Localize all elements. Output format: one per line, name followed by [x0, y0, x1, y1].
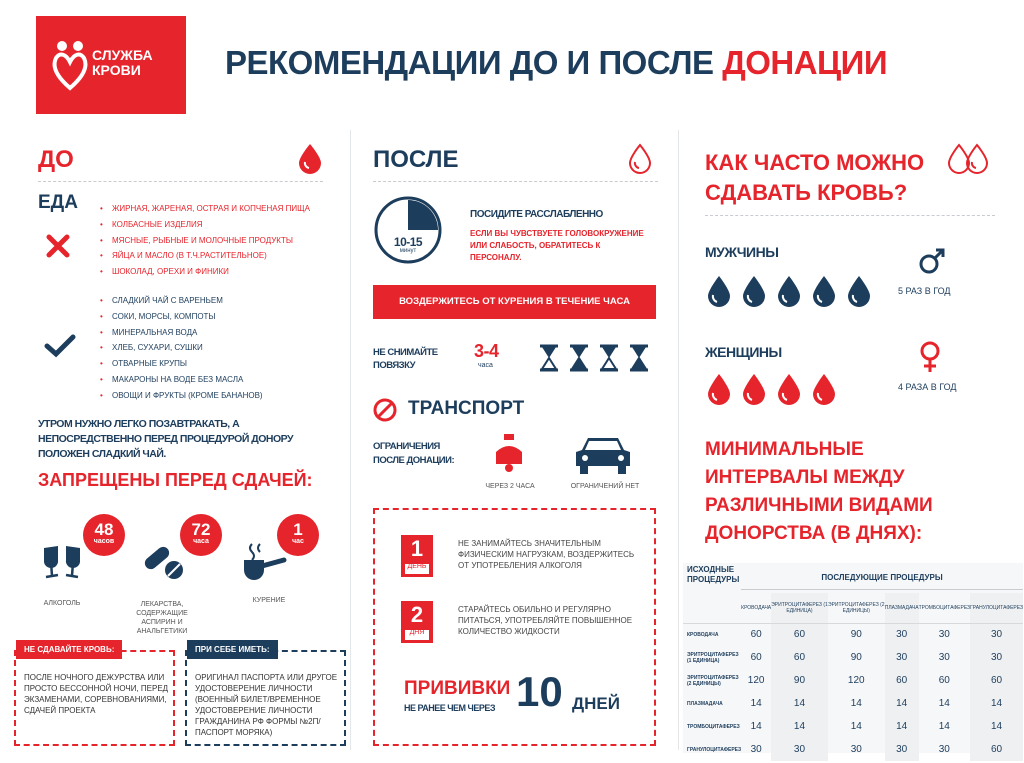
- logo-line2: КРОВИ: [92, 62, 141, 78]
- blood-drop-icon: [740, 274, 768, 308]
- table-cell: 14: [938, 698, 950, 709]
- breakfast-note: УТРОМ НУЖНО ЛЕГКО ПОЗАВТРАКАТЬ, А НЕПОСРЕДСТВЕННО ПЕРЕД ПРОЦЕДУРОЙ ДОНОРУ ПОЛОЖЕН СЛАДКИЙ ЧАЙ.: [38, 418, 294, 460]
- bring-box: [185, 645, 346, 746]
- table-cell: 60: [750, 629, 762, 641]
- table-column-header: ГРАНУЛОЦИТАФЕРЕЗ: [970, 593, 1023, 623]
- smoking-pipe-icon: [238, 540, 288, 584]
- allowed-food-list: [100, 293, 263, 404]
- blood-drop-icon: [810, 274, 838, 308]
- allowed-food-item: • ОТВАРНЫЕ КРУПЫ: [100, 356, 263, 372]
- table-cell: 120: [747, 675, 765, 686]
- forbidden-food-item: • ШОКОЛАД, ОРЕХИ И ФИНИКИ: [100, 264, 310, 280]
- divider: [38, 181, 323, 182]
- table-row-header: ЭРИТРОЦИТАФЕРЕЗ (2 ЕДИНИЦЫ): [687, 674, 739, 687]
- medicine-label: ЛЕКАРСТВА, СОДЕРЖАЩИЕ АСПИРИН И АНАЛЬГЕТИКИ: [136, 601, 188, 635]
- blood-drop-outline-icon: [626, 142, 654, 174]
- male-symbol-icon: [918, 247, 946, 275]
- table-row-header: КРОВОДАЧА: [687, 631, 719, 638]
- title-part1: РЕКОМЕНДАЦИИ ДО И ПОСЛЕ: [225, 44, 723, 81]
- before-title: ДО: [38, 146, 74, 173]
- car-label: ОГРАНИЧЕНИЙ НЕТ: [570, 483, 640, 490]
- table-column-header: ТРОМБОЦИТАФЕРЕЗ: [919, 593, 971, 623]
- table-cell: 30: [885, 738, 919, 761]
- blood-drop-icon: [296, 142, 324, 174]
- table-cell: 14: [750, 721, 762, 732]
- table-corner: [683, 593, 741, 623]
- table-row: [683, 669, 1023, 692]
- wine-glasses-icon: [40, 540, 86, 584]
- bandage-label: НЕ СНИМАЙТЕ ПОВЯЗКУ: [373, 347, 438, 371]
- rest-title: ПОСИДИТЕ РАССЛАБЛЕННО: [470, 209, 603, 220]
- table-row: [683, 738, 1023, 761]
- allowed-food-item: • СЛАДКИЙ ЧАЙ С ВАРЕНЬЕМ: [100, 293, 263, 309]
- cross-icon: [46, 234, 70, 258]
- hourglasses: [538, 344, 658, 372]
- table-cell: 90: [771, 669, 828, 692]
- table-cell: 30: [885, 646, 919, 669]
- table-cell: 60: [885, 669, 919, 692]
- dont-donate-box: [14, 645, 175, 746]
- table-cell: 14: [885, 692, 919, 715]
- table-row-header: ГРАНУЛОЦИТАФЕРЕЗ: [687, 746, 742, 753]
- table-cell: 30: [970, 623, 1023, 646]
- table-cell: 60: [750, 652, 762, 663]
- blood-drop-icon: [775, 372, 803, 406]
- table-row-header: ЭРИТРОЦИТАФЕРЕЗ (1 ЕДИНИЦА): [687, 651, 739, 664]
- clock-unit: минут: [399, 248, 417, 254]
- intervals-table-panel: [683, 563, 1023, 753]
- alcohol-label: АЛКОГОЛЬ: [43, 600, 81, 607]
- clock-value: 10-15: [393, 235, 423, 249]
- transport-title: ТРАНСПОРТ: [408, 398, 525, 419]
- allowed-food-item: • МИНЕРАЛЬНАЯ ВОДА: [100, 325, 263, 341]
- divider: [705, 215, 995, 216]
- female-symbol-icon: [918, 340, 942, 374]
- pills-icon: [140, 542, 188, 582]
- table-cell: 14: [850, 698, 862, 709]
- divider: [741, 589, 1023, 590]
- table-row-header: ТРОМБОЦИТАФЕРЕЗ: [687, 723, 740, 730]
- day2-num: 2: [410, 602, 424, 627]
- table-cell: 14: [970, 715, 1023, 738]
- food-title: ЕДА: [38, 192, 78, 213]
- blood-drop-icon: [775, 274, 803, 308]
- blood-drop-icon: [705, 274, 733, 308]
- table-cell: 14: [938, 721, 950, 732]
- logo-line1: СЛУЖБА: [92, 47, 153, 63]
- table-cell: 30: [885, 623, 919, 646]
- day2-unit: ДНЯ: [409, 629, 425, 636]
- day1-num: 1: [410, 536, 424, 561]
- table-cell: 30: [938, 652, 950, 663]
- table-column-header: КРОВОДАЧА: [741, 593, 771, 623]
- intervals-table: [683, 593, 1023, 761]
- smoking-banner: ВОЗДЕРЖИТЕСЬ ОТ КУРЕНИЯ В ТЕЧЕНИЕ ЧАСА: [373, 285, 656, 319]
- table-cell: 14: [970, 692, 1023, 715]
- table-cell: 14: [885, 715, 919, 738]
- dont-donate-title: НЕ СДАВАЙТЕ КРОВЬ:: [16, 640, 122, 659]
- table-cell: 60: [771, 623, 828, 646]
- blood-drop-icon: [740, 372, 768, 406]
- scooter-icon: [490, 430, 528, 474]
- table-row: [683, 692, 1023, 715]
- allowed-food-item: • МАКАРОНЫ НА ВОДЕ БЕЗ МАСЛА: [100, 372, 263, 388]
- page-title: [225, 44, 887, 82]
- table-cell: 30: [850, 744, 862, 755]
- forbidden-food-item: • ЯЙЦА И МАСЛО (В Т.Ч.РАСТИТЕЛЬНОЕ): [100, 248, 310, 264]
- men-drops: [705, 274, 885, 308]
- clock-icon: [373, 195, 443, 265]
- table-cell: 90: [850, 629, 862, 641]
- table-row: [683, 646, 1023, 669]
- logo: [36, 16, 186, 114]
- allowed-food-item: • ХЛЕБ, СУХАРИ, СУШКИ: [100, 340, 263, 356]
- forbidden-food-item: • КОЛБАСНЫЕ ИЗДЕЛИЯ: [100, 217, 310, 233]
- day1-text: НЕ ЗАНИМАЙТЕСЬ ЗНАЧИТЕЛЬНЫМ ФИЗИЧЕСКИМ НАГРУЗКАМ, ВОЗДЕРЖИТЕСЬ ОТ УПОТРЕБЛЕНИЯ АЛКОГОЛЯ: [458, 539, 635, 570]
- moto-label: ЧЕРЕЗ 2 ЧАСА: [485, 483, 535, 490]
- alcohol-hours-badge: 48 часов: [83, 514, 125, 556]
- table-cell: 14: [771, 715, 828, 738]
- intervals-title: МИНИМАЛЬНЫЕ ИНТЕРВАЛЫ МЕЖДУ РАЗЛИЧНЫМИ ВИДАМИ ДОНОРСТВА (В ДНЯХ):: [705, 439, 933, 544]
- column-divider: [678, 130, 679, 750]
- men-text: 5 РАЗ В ГОД: [898, 286, 951, 296]
- table-cell: 60: [771, 646, 828, 669]
- title-part2: ДОНАЦИИ: [722, 44, 888, 81]
- table-row: [683, 623, 1023, 646]
- men-label: МУЖЧИНЫ: [705, 244, 779, 260]
- table-cell: 60: [970, 738, 1023, 761]
- table-cell: 30: [771, 738, 828, 761]
- table-cell: 60: [938, 675, 950, 686]
- day1-unit: ДЕНЬ: [407, 563, 427, 570]
- table-cell: 14: [750, 698, 762, 709]
- checkmark-icon: [44, 334, 76, 358]
- hourglass-icon: [628, 344, 650, 372]
- frequency-title-line2: СДАВАТЬ КРОВЬ?: [705, 180, 908, 205]
- vaccination-sub: НЕ РАНЕЕ ЧЕМ ЧЕРЕЗ: [404, 703, 496, 713]
- no-entry-icon: [373, 398, 397, 422]
- table-cell: 120: [847, 675, 865, 686]
- table-head-right: ПОСЛЕДУЮЩИЕ ПРОЦЕДУРЫ: [821, 573, 943, 582]
- car-icon: [572, 432, 634, 476]
- vaccination-num: 10: [516, 668, 563, 715]
- table-cell: 60: [970, 669, 1023, 692]
- day2-text: СТАРАЙТЕСЬ ОБИЛЬНО И РЕГУЛЯРНО ПИТАТЬСЯ, УПОТРЕБЛЯЙТЕ ПОВЫШЕННОЕ КОЛИЧЕСТВО ЖИДКОСТИ: [458, 605, 633, 636]
- blood-drop-icon: [705, 372, 733, 406]
- frequency-title: [705, 148, 924, 208]
- forbidden-food-item: • ЖИРНАЯ, ЖАРЕНАЯ, ОСТРАЯ И КОПЧЕНАЯ ПИЩА: [100, 201, 310, 217]
- women-text: 4 РАЗА В ГОД: [898, 382, 957, 392]
- bandage-unit: часа: [478, 362, 493, 369]
- after-title: ПОСЛЕ: [373, 146, 459, 173]
- table-cell: 30: [970, 646, 1023, 669]
- allowed-food-item: • СОКИ, МОРСЫ, КОМПОТЫ: [100, 309, 263, 325]
- table-cell: 30: [938, 744, 950, 755]
- women-label: ЖЕНЩИНЫ: [705, 344, 782, 360]
- blood-drop-icon: [810, 372, 838, 406]
- smoking-hours-badge: 1 час: [277, 514, 319, 556]
- medicine-hours-badge: 72 часа: [180, 514, 222, 556]
- bandage-num: 3-4: [474, 341, 499, 361]
- forbidden-food-list: [100, 201, 310, 280]
- table-column-header: ЭРИТРОЦИТАФЕРЕЗ (2 ЕДИНИЦЫ): [828, 593, 885, 623]
- transport-label: ОГРАНИЧЕНИЯ ПОСЛЕ ДОНАЦИИ:: [373, 441, 455, 466]
- table-column-header: ЭРИТРОЦИТАФЕРЕЗ (1 ЕДИНИЦА): [771, 593, 828, 623]
- allowed-food-item: • ОВОЩИ И ФРУКТЫ (КРОМЕ БАНАНОВ): [100, 388, 263, 404]
- hourglass-icon: [598, 344, 620, 372]
- table-cell: 90: [850, 652, 862, 663]
- table-cell: 14: [850, 721, 862, 732]
- table-head-left: ИСХОДНЫЕ ПРОЦЕДУРЫ: [687, 565, 740, 584]
- table-row: [683, 715, 1023, 738]
- forbidden-food-item: • МЯСНЫЕ, РЫБНЫЕ И МОЛОЧНЫЕ ПРОДУКТЫ: [100, 233, 310, 249]
- bring-title: ПРИ СЕБЕ ИМЕТЬ:: [187, 640, 278, 659]
- prohibited-title: ЗАПРЕЩЕНЫ ПЕРЕД СДАЧЕЙ:: [38, 470, 313, 490]
- dont-donate-text: ПОСЛЕ НОЧНОГО ДЕЖУРСТВА ИЛИ ПРОСТО БЕССОННОЙ НОЧИ, ПЕРЕД ЭКЗАМЕНАМИ, СОРЕВНОВАНИЯМИ, СДАЧЕЙ ПРОЕКТА: [24, 673, 169, 715]
- blood-drop-icon: [845, 274, 873, 308]
- frequency-title-line1: КАК ЧАСТО МОЖНО: [705, 150, 925, 175]
- women-drops: [705, 372, 855, 406]
- vaccination-unit: ДНЕЙ: [572, 694, 620, 713]
- two-blood-drops-icon: [945, 142, 993, 176]
- table-cell: 14: [771, 692, 828, 715]
- table-row-header: ПЛАЗМАДАЧА: [687, 700, 723, 707]
- divider: [373, 181, 658, 182]
- table-cell: 30: [938, 629, 950, 641]
- column-divider: [350, 130, 351, 750]
- heart-people-icon: [50, 38, 90, 94]
- table-cell: 30: [750, 744, 762, 755]
- table-column-header: ПЛАЗМАДАЧА: [885, 593, 919, 623]
- bring-text: ОРИГИНАЛ ПАСПОРТА ИЛИ ДРУГОЕ УДОСТОВЕРЕНИЕ ЛИЧНОСТИ (ВОЕННЫЙ БИЛЕТ/ВРЕМЕННОЕ УДОСТОВЕРЕНИЕ ЛИЧНОСТИ ГРАЖДАНИНА РФ ФОРМЫ №2П/ПАСПОРТ МОРЯКА): [195, 673, 338, 737]
- hourglass-icon: [568, 344, 590, 372]
- hourglass-icon: [538, 344, 560, 372]
- smoking-label: КУРЕНИЕ: [252, 597, 286, 604]
- rest-note: ЕСЛИ ВЫ ЧУВСТВУЕТЕ ГОЛОВОКРУЖЕНИЕ ИЛИ СЛАБОСТЬ, ОБРАТИТЕСЬ К ПЕРСОНАЛУ.: [470, 229, 644, 262]
- vaccination-title: ПРИВИВКИ: [404, 678, 511, 699]
